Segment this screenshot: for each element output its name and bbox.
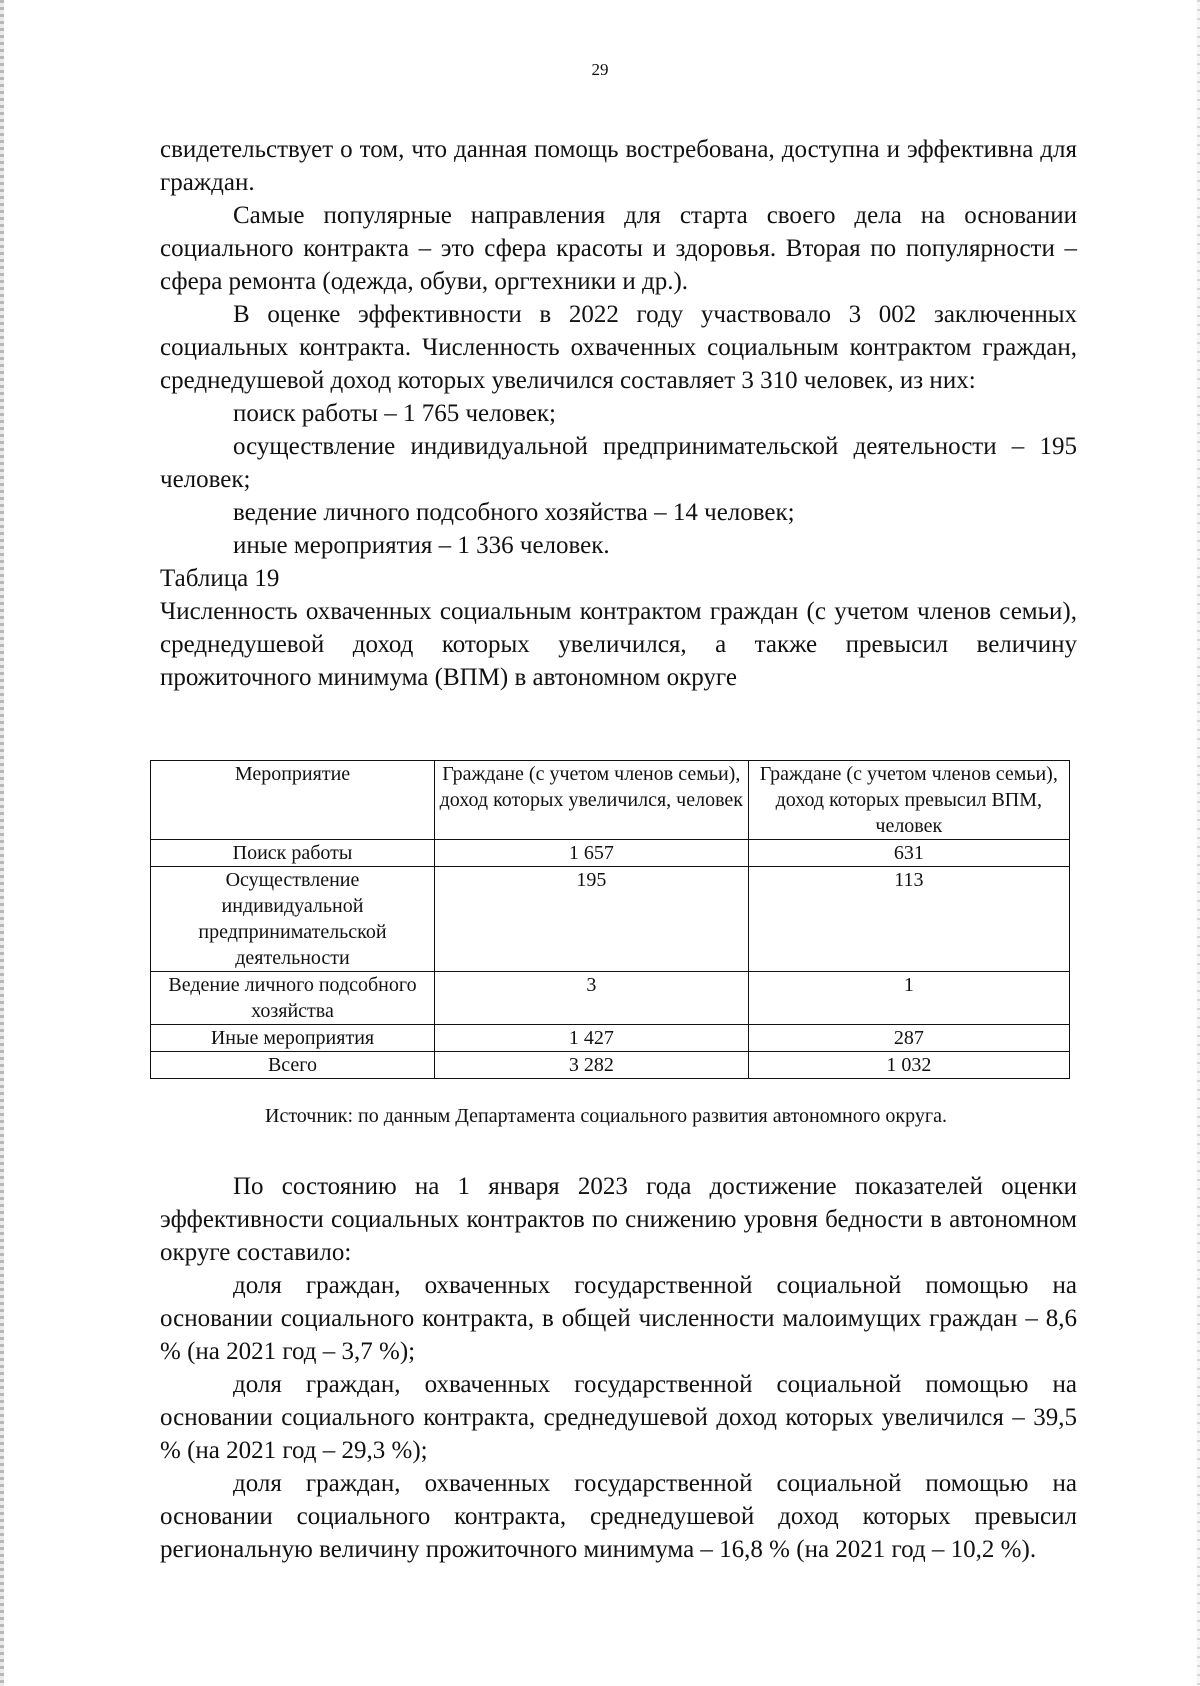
list-item: поиск работы – 1 765 человек; xyxy=(233,400,556,427)
table-cell: 1 xyxy=(748,972,1069,1025)
table-header-cell: Граждане (с учетом членов семьи), доход которых превысил ВПМ, человек xyxy=(748,761,1069,840)
paragraph: Самые популярные направления для старта своего дела на основании социального контракта – это сфера красоты и здоровья. Вторая по популярности – сфера ремонта (одежда, обуви, оргтехники и др.). xyxy=(160,202,1077,295)
table-cell: Всего xyxy=(151,1052,435,1079)
paragraph: доля граждан, охваченных государственной социальной помощью на основании социального контракта, в общей численности малоимущих граждан – 8,6 % (на 2021 год – 3,7 %); xyxy=(160,1272,1077,1365)
paragraph: По состоянию на 1 января 2023 года достижение показателей оценки эффективности социальных контрактов по снижению уровня бедности в автономном округе составило: xyxy=(160,1173,1077,1266)
table-cell: 287 xyxy=(748,1025,1069,1052)
table-cell: 1 032 xyxy=(748,1052,1069,1079)
table-label: Таблица 19 xyxy=(160,565,280,592)
paragraph: доля граждан, охваченных государственной социальной помощью на основании социального контракта, среднедушевой доход которых превысил региональную величину прожиточного минимума – 16,8 % (на 2021 год – 10,2 %). xyxy=(160,1470,1077,1563)
body-text-top xyxy=(160,133,1077,694)
table-row xyxy=(151,867,1070,972)
list-item: ведение личного подсобного хозяйства – 14 человек; xyxy=(233,499,795,526)
table-cell: Иные мероприятия xyxy=(151,1025,435,1052)
data-table xyxy=(150,760,1070,1079)
table-cell: 195 xyxy=(434,867,748,972)
table-header-row xyxy=(151,761,1070,840)
page-number: 29 xyxy=(591,60,609,79)
paragraph: свидетельствует о том, что данная помощь востребована, доступна и эффективна для граждан. xyxy=(160,136,1077,196)
table-title: Численность охваченных социальным контрактом граждан (с учетом членов семьи), среднедушевой доход которых увеличился, а также превысил величину прожиточного минимума (ВПМ) в автономном округе xyxy=(160,598,1077,691)
table-cell: 631 xyxy=(748,840,1069,867)
table-row xyxy=(151,972,1070,1025)
table-cell: 3 282 xyxy=(434,1052,748,1079)
table-cell: 1 427 xyxy=(434,1025,748,1052)
table-cell: Поиск работы xyxy=(151,840,435,867)
table-cell: Осуществление индивидуальной предпринимательской деятельности xyxy=(151,867,435,972)
table-header-cell: Граждане (с учетом членов семьи), доход которых увеличился, человек xyxy=(434,761,748,840)
scan-edge-left xyxy=(0,0,4,1686)
table-header-cell: Мероприятие xyxy=(151,761,435,840)
body-text-bottom xyxy=(160,1170,1077,1566)
list-item: иные мероприятия – 1 336 человек. xyxy=(233,532,610,559)
table-row xyxy=(151,1025,1070,1052)
table-cell: 113 xyxy=(748,867,1069,972)
table-row xyxy=(151,840,1070,867)
paragraph: В оценке эффективности в 2022 году участвовало 3 002 заключенных социальных контракта. Численность охваченных социальным контрактом граждан, среднедушевой доход которых увеличился составляет 3 310 человек, из них: xyxy=(160,301,1077,394)
paragraph: доля граждан, охваченных государственной социальной помощью на основании социального контракта, среднедушевой доход которых увеличился – 39,5 % (на 2021 год – 29,3 %); xyxy=(160,1371,1077,1464)
table-row-total xyxy=(151,1052,1070,1079)
list-item: осуществление индивидуальной предпринимательской деятельности – 195 человек; xyxy=(160,433,1077,493)
table-cell: Ведение личного подсобного хозяйства xyxy=(151,972,435,1025)
table-cell: 1 657 xyxy=(434,840,748,867)
table-source-note: Источник: по данным Департамента социального развития автономного округа. xyxy=(265,1105,947,1127)
table-cell: 3 xyxy=(434,972,748,1025)
